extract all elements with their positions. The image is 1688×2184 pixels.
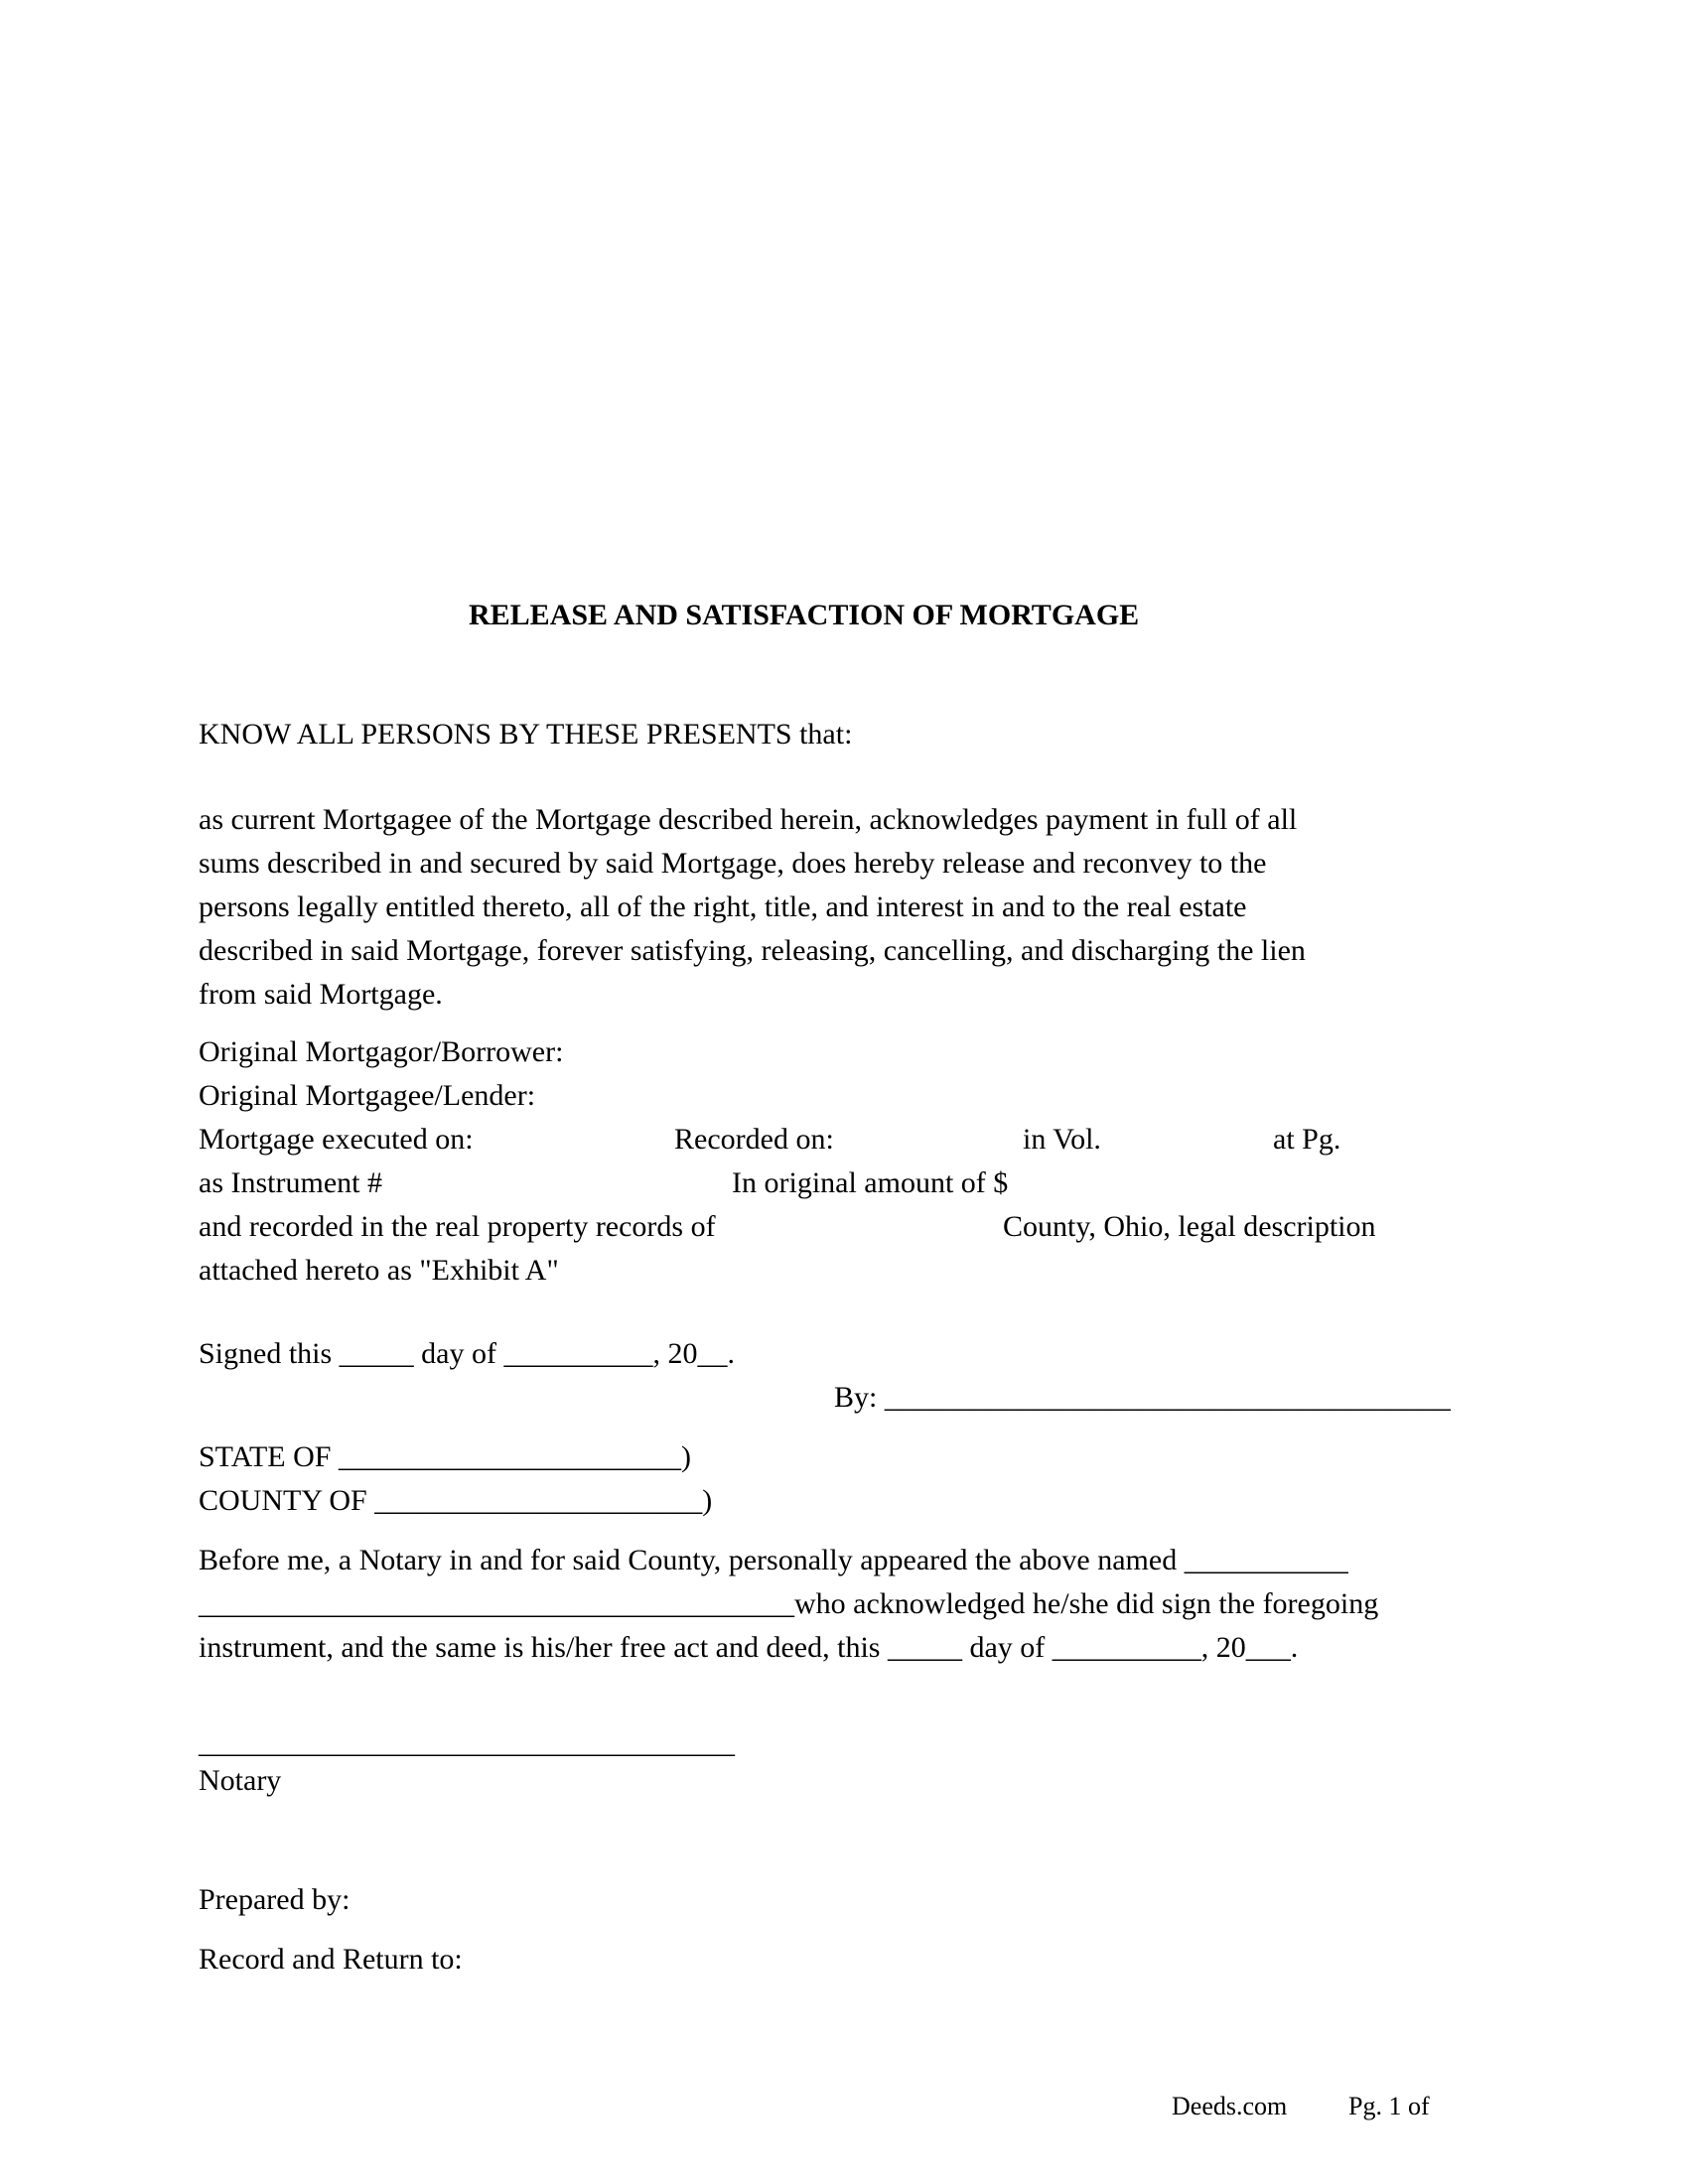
in-vol-label: in Vol. [1023,1123,1101,1156]
body-line-2: sums described in and secured by said Mortgage, does hereby release and reconvey to the [199,847,1267,880]
at-pg-label: at Pg. [1273,1123,1341,1156]
notary-label: Notary [199,1764,282,1797]
body-line-3: persons legally entitled thereto, all of the right, title, and interest in and to the real estate [199,890,1247,923]
notary-signature-line: ____________________________________ [199,1726,735,1759]
mortgagee-label: Original Mortgagee/Lender: [199,1079,536,1112]
recorded-in-label: and recorded in the real property records of [199,1210,716,1243]
signed-line: Signed this _____ day of __________, 20__. [199,1337,735,1370]
footer-page-number: Pg. 1 of [1348,2092,1430,2120]
notary-line-1: Before me, a Notary in and for said County, personally appeared the above named ___________ [199,1544,1348,1576]
record-return-label: Record and Return to: [199,1943,463,1976]
county-ohio-label: County, Ohio, legal description [1003,1210,1376,1243]
executed-on-label: Mortgage executed on: [199,1123,474,1156]
original-amount-label: In original amount of $ [732,1166,1009,1199]
body-line-1: as current Mortgagee of the Mortgage described herein, acknowledges payment in full of all [199,803,1298,836]
notary-line-2: ________________________________________who acknowledged he/she did sign the foregoing [199,1587,1379,1620]
document-title: RELEASE AND SATISFACTION OF MORTGAGE [469,599,1140,631]
instrument-label: as Instrument # [199,1166,382,1199]
prepared-by-label: Prepared by: [199,1883,351,1916]
body-line-4: described in said Mortgage, forever satisfying, releasing, cancelling, and discharging the lien [199,934,1306,967]
notary-line-3: instrument, and the same is his/her free act and deed, this _____ day of __________, 20___. [199,1631,1299,1664]
mortgagor-label: Original Mortgagor/Borrower: [199,1035,564,1068]
exhibit-label: attached hereto as "Exhibit A" [199,1254,559,1287]
body-line-5: from said Mortgage. [199,978,443,1011]
intro-text: KNOW ALL PERSONS BY THESE PRESENTS that: [199,718,853,751]
recorded-on-label: Recorded on: [674,1123,834,1156]
footer-site: Deeds.com [1172,2092,1288,2120]
state-of-line: STATE OF _______________________) [199,1440,691,1473]
by-signature-line: By: ______________________________________ [834,1381,1451,1414]
county-of-line: COUNTY OF ______________________) [199,1484,713,1517]
